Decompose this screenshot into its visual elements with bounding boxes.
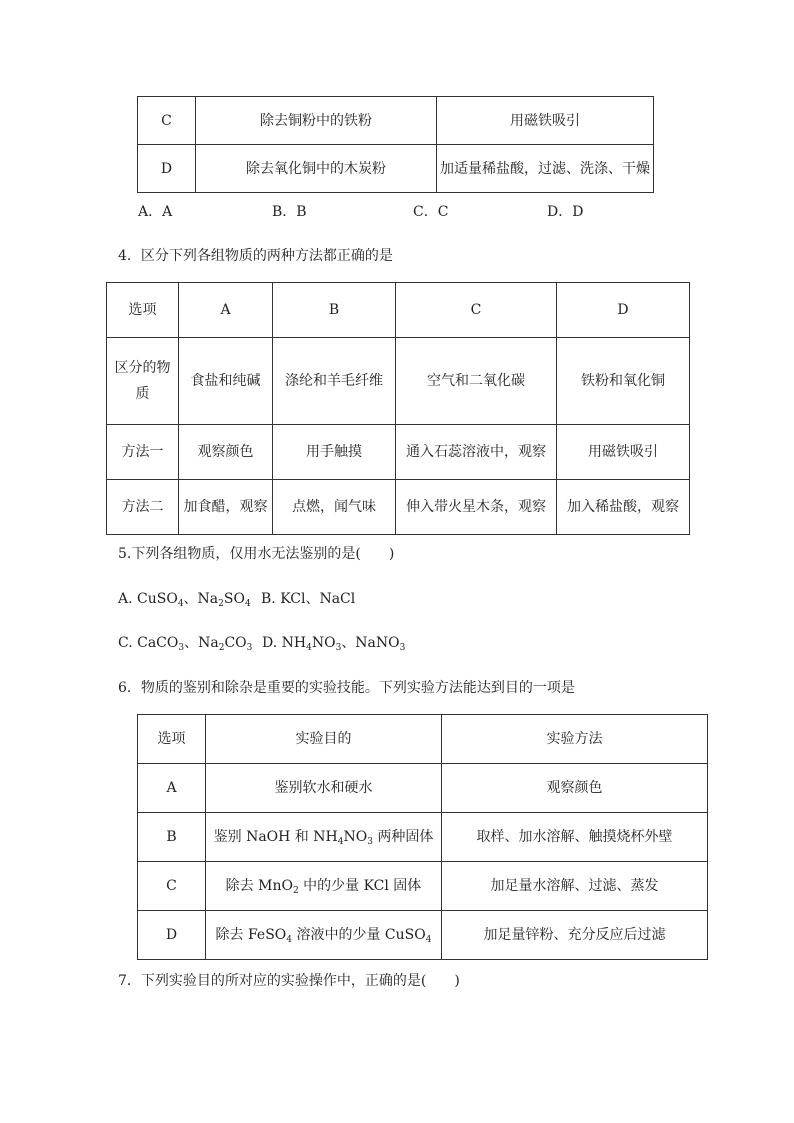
table-row — [138, 145, 654, 193]
formula-text: CO — [224, 635, 247, 651]
purpose-cell — [206, 813, 442, 862]
purpose-cell — [206, 911, 442, 960]
purpose-cell: 除去氧化铜中的木炭粉 — [196, 145, 437, 193]
subscript: 4 — [425, 935, 432, 945]
header-cell: 选项 — [138, 715, 206, 764]
choice-b[interactable]: B．B — [272, 204, 307, 220]
option-cell: C — [138, 97, 196, 145]
formula-text: 、Na — [184, 635, 219, 651]
subscript: 2 — [218, 599, 224, 609]
table-row — [107, 480, 690, 535]
formula-text: 两种固体 — [372, 829, 434, 845]
question-5: 5.下列各组物质，仅用水无法鉴别的是( ) — [118, 546, 395, 562]
subscript: 3 — [399, 643, 406, 653]
table-cell: 食盐和纯碱 — [179, 338, 273, 425]
header-cell: 实验目的 — [206, 715, 442, 764]
formula-text: 溶液中的少量 CuSO — [292, 927, 426, 943]
subscript: 2 — [218, 643, 225, 653]
subscript: 4 — [244, 599, 251, 609]
method-cell: 加适量稀盐酸，过滤、洗涤、干燥 — [437, 145, 654, 193]
formula-text: NO — [311, 635, 336, 651]
table-row — [138, 97, 654, 145]
subscript: 4 — [337, 837, 344, 847]
table-row — [138, 813, 708, 862]
method-cell: 取样、加水溶解、触摸烧杯外壁 — [442, 813, 708, 862]
question-7: 7．下列实验目的所对应的实验操作中，正确的是( ) — [118, 973, 460, 989]
option-cell: B — [138, 813, 206, 862]
formula-text: CuSO — [137, 591, 178, 607]
subscript: 2 — [292, 886, 299, 896]
header-cell: B — [273, 283, 396, 338]
table-cell: 通入石蕊溶液中，观察 — [396, 425, 557, 480]
table-row — [107, 425, 690, 480]
table-row — [107, 338, 690, 425]
table-row — [107, 283, 690, 338]
purpose-cell — [206, 862, 442, 911]
formula-text: 除去 FeSO — [215, 927, 287, 943]
subscript: 3 — [335, 643, 342, 653]
header-cell: D — [557, 283, 690, 338]
formula-text: NH — [281, 635, 307, 651]
option-cell: D — [138, 911, 206, 960]
row-label-cell: 方法二 — [107, 480, 179, 535]
formula-text: 除去 MnO — [225, 878, 293, 894]
option-cell: D — [138, 145, 196, 193]
choice-c[interactable]: C．C — [413, 204, 449, 220]
option-cell: C — [138, 862, 206, 911]
option-cell: A — [138, 764, 206, 813]
table-cell: 伸入带火星木条，观察 — [396, 480, 557, 535]
table-cell: 涤纶和羊毛纤维 — [273, 338, 396, 425]
table-row — [138, 764, 708, 813]
table-row — [138, 715, 708, 764]
formula-text: 中的少量 KCl 固体 — [298, 878, 422, 894]
header-cell: 选项 — [107, 283, 179, 338]
choice-a[interactable]: A．A — [138, 204, 173, 220]
option-d[interactable] — [262, 632, 405, 652]
subscript: 4 — [177, 599, 184, 609]
table-cell: 用手触摸 — [273, 425, 396, 480]
table-cell: 铁粉和氧化铜 — [557, 338, 690, 425]
option-b[interactable]: B. KCl、NaCl — [261, 591, 356, 607]
formula-text: NO — [343, 829, 368, 845]
formula-text: 、Na — [183, 591, 219, 607]
header-cell: C — [396, 283, 557, 338]
formula-text: 、NaNO — [341, 635, 400, 651]
header-cell: A — [179, 283, 273, 338]
table-cell: 点燃，闻气味 — [273, 480, 396, 535]
table-cell: 加食醋，观察 — [179, 480, 273, 535]
option-c[interactable] — [118, 632, 252, 652]
top-table — [137, 96, 654, 193]
formula-text: SO — [223, 591, 245, 607]
table-row — [138, 862, 708, 911]
q4-table — [106, 282, 690, 535]
option-a[interactable] — [118, 588, 251, 608]
choice-d[interactable]: D．D — [547, 204, 584, 220]
purpose-cell: 鉴别软水和硬水 — [206, 764, 442, 813]
subscript: 3 — [178, 643, 185, 653]
q6-table — [137, 714, 708, 960]
table-cell: 观察颜色 — [179, 425, 273, 480]
question-6: 6．物质的鉴别和除杂是重要的实验技能。下列实验方法能达到目的一项是 — [118, 680, 575, 696]
row-label-cell: 方法一 — [107, 425, 179, 480]
question-4: 4．区分下列各组物质的两种方法都正确的是 — [118, 248, 393, 264]
table-cell: 加入稀盐酸，观察 — [557, 480, 690, 535]
subscript: 4 — [286, 935, 293, 945]
formula-text: CaCO — [137, 635, 179, 651]
table-row — [138, 911, 708, 960]
subscript: 3 — [367, 837, 373, 847]
purpose-cell: 除去铜粉中的铁粉 — [196, 97, 437, 145]
table-cell: 空气和二氧化碳 — [396, 338, 557, 425]
option-label: A. — [118, 591, 133, 607]
header-cell: 实验方法 — [442, 715, 708, 764]
method-cell: 加足量锌粉、充分反应后过滤 — [442, 911, 708, 960]
subscript: 4 — [306, 643, 312, 653]
option-label: C. — [118, 635, 133, 651]
table-cell: 用磁铁吸引 — [557, 425, 690, 480]
method-cell: 用磁铁吸引 — [437, 97, 654, 145]
method-cell: 加足量水溶解、过滤、蒸发 — [442, 862, 708, 911]
row-label-cell: 区分的物质 — [107, 338, 179, 425]
formula-text: 鉴别 NaOH 和 NH — [213, 829, 338, 845]
method-cell: 观察颜色 — [442, 764, 708, 813]
option-label: D. — [262, 635, 278, 651]
subscript: 3 — [246, 643, 253, 653]
